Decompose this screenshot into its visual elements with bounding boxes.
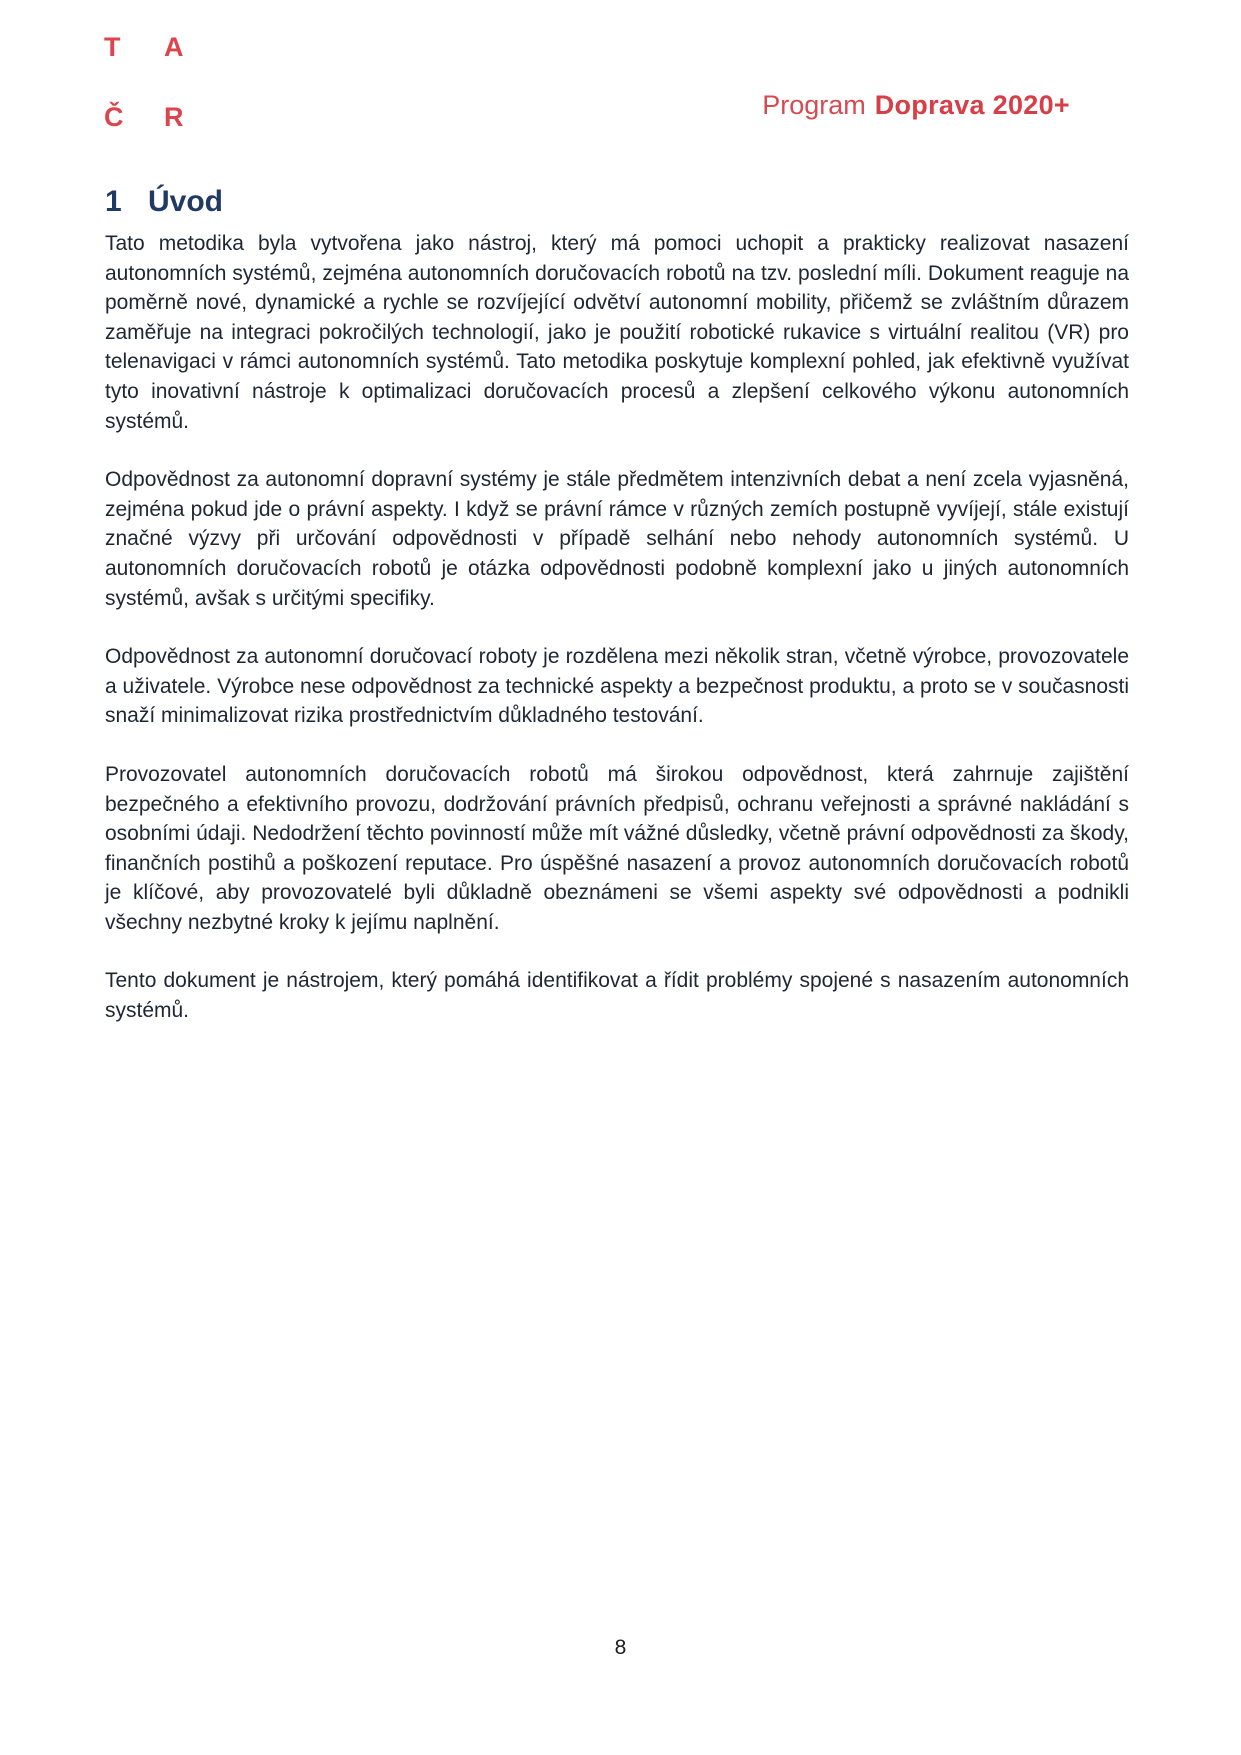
paragraph-responsibility-debate: Odpovědnost za autonomní dopravní systémy je stále předmětem intenzivních debat a není zcela vyjasněná, zejména pokud jde o právní aspekty. I když se právní rámce v různých zemích postupně vyvíjejí, stále existují značné výzvy při určování odpovědnosti v případě selhání nebo nehody autonomních systémů. U autonomních doručovacích robotů je otázka odpovědnosti podobně komplexní jako u jiných autonomních systémů, avšak s určitými specifiky. <box>105 468 1129 610</box>
logo-letter-a: A <box>164 32 184 62</box>
paragraph-responsibility-split: Odpovědnost za autonomní doručovací roboty je rozdělena mezi několik stran, včetně výrobce, provozovatele a uživatele. Výrobce nese odpovědnost za technické aspekty a bezpečnost produktu, a proto se v současnosti snaží minimalizovat rizika prostřednictvím důkladného testování. <box>105 645 1129 728</box>
section-heading <box>105 184 1129 220</box>
tacr-logo <box>104 30 224 134</box>
logo-letter-c: Č <box>104 102 124 132</box>
paragraph-intro: Tato metodika byla vytvořena jako nástroj, který má pomoci uchopit a prakticky realizovat nasazení autonomních systémů, zejména autonomních doručovacích robotů na tzv. poslední míli. Dokument reaguje na poměrně nové, dynamické a rychle se rozvíjející odvětví autonomní mobility, přičemž se zvláštním důrazem zaměřuje na integraci pokročilých technologií, jako je použití robotické rukavice s virtuální realitou (VR) pro telenavigaci v rámci autonomních systémů. Tato metodika poskytuje komplexní pohled, jak efektivně využívat tyto inovativní nástroje k optimalizaci doručovacích procesů a zlepšení celkového výkonu autonomních systémů. <box>105 232 1129 433</box>
program-name: Doprava 2020+ <box>874 90 1070 120</box>
paragraph-operator-duties: Provozovatel autonomních doručovacích robotů má širokou odpovědnost, která zahrnuje zajištění bezpečného a efektivního provozu, dodržování právních předpisů, ochranu veřejnosti a správné nakládání s osobními údaji. Nedodržení těchto povinností může mít vážné důsledky, včetně právní odpovědnosti za škody, finančních postihů a poškození reputace. Pro úspěšné nasazení a provoz autonomních doručovacích robotů je klíčové, aby provozovatelé byli důkladně obeznámeni se všemi aspekty své odpovědnosti a podnikli všechny nezbytné kroky k jejímu naplnění. <box>105 762 1129 934</box>
program-label: Program <box>762 90 866 120</box>
program-header <box>762 90 1070 121</box>
logo-letter-t: T <box>104 32 121 62</box>
section-title: Úvod <box>148 185 223 218</box>
paragraph-document-purpose: Tento dokument je nástrojem, který pomáhá identifikovat a řídit problémy spojené s nasazením autonomních systémů. <box>105 969 1129 1023</box>
section-number: 1 <box>105 185 122 218</box>
page-content <box>105 184 1129 1055</box>
logo-letter-r: R <box>164 102 184 132</box>
page-number: 8 <box>614 1636 627 1659</box>
